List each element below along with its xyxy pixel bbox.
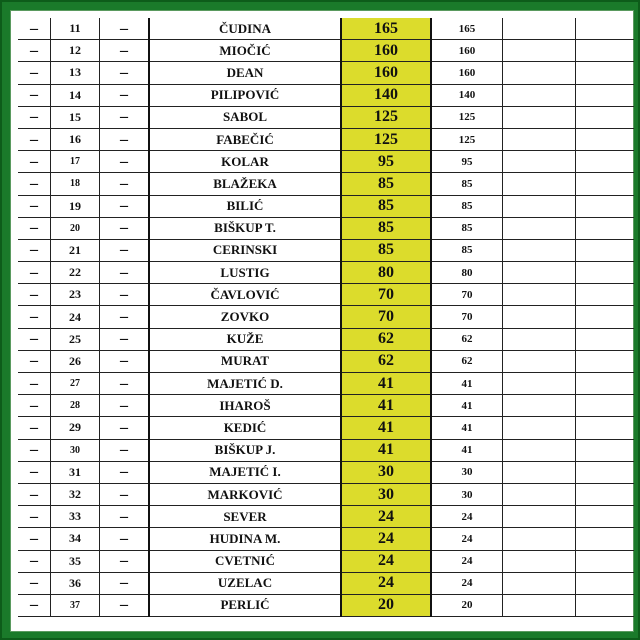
points-total-cell: 85	[431, 239, 503, 261]
row-dash-right: –	[100, 572, 150, 594]
table-row	[18, 262, 634, 284]
table-row	[18, 128, 634, 150]
rank-cell: 22	[51, 262, 100, 284]
empty-cell	[503, 572, 576, 594]
row-dash-left: –	[18, 284, 51, 306]
points-cell: 30	[341, 483, 431, 505]
row-dash-right: –	[100, 128, 150, 150]
row-dash-left: –	[18, 306, 51, 328]
empty-cell	[503, 395, 576, 417]
empty-cell	[576, 217, 635, 239]
empty-cell	[503, 528, 576, 550]
points-total-cell: 30	[431, 483, 503, 505]
points-total-cell: 41	[431, 417, 503, 439]
row-dash-right: –	[100, 483, 150, 505]
empty-cell	[576, 483, 635, 505]
empty-cell	[503, 62, 576, 84]
row-dash-left: –	[18, 217, 51, 239]
empty-cell	[503, 417, 576, 439]
player-name-cell: LUSTIG	[149, 262, 341, 284]
row-dash-right: –	[100, 461, 150, 483]
points-total-cell: 125	[431, 106, 503, 128]
table-row	[18, 173, 634, 195]
row-dash-right: –	[100, 62, 150, 84]
points-total-cell: 30	[431, 461, 503, 483]
empty-cell	[503, 306, 576, 328]
row-dash-left: –	[18, 62, 51, 84]
points-total-cell: 80	[431, 262, 503, 284]
row-dash-left: –	[18, 506, 51, 528]
row-dash-left: –	[18, 195, 51, 217]
empty-cell	[503, 483, 576, 505]
row-dash-right: –	[100, 373, 150, 395]
rank-cell: 17	[51, 151, 100, 173]
table-row	[18, 373, 634, 395]
empty-cell	[503, 40, 576, 62]
points-total-cell: 125	[431, 128, 503, 150]
table-row	[18, 417, 634, 439]
points-cell: 160	[341, 40, 431, 62]
row-dash-right: –	[100, 594, 150, 616]
player-name-cell: HUDINA M.	[149, 528, 341, 550]
empty-cell	[576, 106, 635, 128]
points-cell: 30	[341, 461, 431, 483]
points-total-cell: 85	[431, 173, 503, 195]
points-cell: 70	[341, 284, 431, 306]
table-row	[18, 328, 634, 350]
empty-cell	[503, 284, 576, 306]
rank-cell: 19	[51, 195, 100, 217]
table-row	[18, 461, 634, 483]
empty-cell	[503, 594, 576, 616]
empty-cell	[576, 395, 635, 417]
rank-cell: 34	[51, 528, 100, 550]
empty-cell	[576, 173, 635, 195]
rank-cell: 11	[51, 18, 100, 40]
row-dash-left: –	[18, 417, 51, 439]
table-row	[18, 239, 634, 261]
points-total-cell: 24	[431, 572, 503, 594]
player-name-cell: PILIPOVIĆ	[149, 84, 341, 106]
rank-cell: 25	[51, 328, 100, 350]
empty-cell	[576, 373, 635, 395]
row-dash-left: –	[18, 373, 51, 395]
table-row	[18, 40, 634, 62]
player-name-cell: ČAVLOVIĆ	[149, 284, 341, 306]
row-dash-right: –	[100, 40, 150, 62]
player-name-cell: MIOČIĆ	[149, 40, 341, 62]
empty-cell	[576, 128, 635, 150]
points-cell: 20	[341, 594, 431, 616]
row-dash-left: –	[18, 18, 51, 40]
points-cell: 41	[341, 439, 431, 461]
points-cell: 24	[341, 528, 431, 550]
player-name-cell: MAJETIĆ I.	[149, 461, 341, 483]
table-row	[18, 151, 634, 173]
empty-cell	[503, 151, 576, 173]
points-total-cell: 165	[431, 18, 503, 40]
rank-cell: 21	[51, 239, 100, 261]
empty-cell	[503, 195, 576, 217]
table-row	[18, 350, 634, 372]
rank-cell: 14	[51, 84, 100, 106]
player-name-cell: KEDIĆ	[149, 417, 341, 439]
rank-cell: 26	[51, 350, 100, 372]
points-total-cell: 160	[431, 62, 503, 84]
empty-cell	[503, 239, 576, 261]
table-row	[18, 550, 634, 572]
row-dash-right: –	[100, 417, 150, 439]
rank-cell: 31	[51, 461, 100, 483]
points-cell: 140	[341, 84, 431, 106]
empty-cell	[503, 106, 576, 128]
points-cell: 125	[341, 128, 431, 150]
points-cell: 24	[341, 506, 431, 528]
points-total-cell: 62	[431, 350, 503, 372]
row-dash-left: –	[18, 594, 51, 616]
rank-cell: 18	[51, 173, 100, 195]
row-dash-left: –	[18, 328, 51, 350]
empty-cell	[503, 506, 576, 528]
points-cell: 80	[341, 262, 431, 284]
empty-cell	[503, 328, 576, 350]
points-cell: 41	[341, 373, 431, 395]
standings-panel	[10, 10, 634, 632]
empty-cell	[576, 439, 635, 461]
row-dash-left: –	[18, 84, 51, 106]
points-cell: 160	[341, 62, 431, 84]
points-total-cell: 85	[431, 217, 503, 239]
player-name-cell: IHAROŠ	[149, 395, 341, 417]
table-row	[18, 195, 634, 217]
points-total-cell: 95	[431, 151, 503, 173]
empty-cell	[576, 461, 635, 483]
empty-cell	[576, 328, 635, 350]
points-cell: 41	[341, 395, 431, 417]
empty-cell	[576, 195, 635, 217]
table-row	[18, 84, 634, 106]
points-total-cell: 24	[431, 528, 503, 550]
empty-cell	[576, 306, 635, 328]
empty-cell	[503, 550, 576, 572]
row-dash-right: –	[100, 239, 150, 261]
row-dash-left: –	[18, 572, 51, 594]
table-row	[18, 395, 634, 417]
player-name-cell: BIŠKUP J.	[149, 439, 341, 461]
row-dash-right: –	[100, 506, 150, 528]
row-dash-right: –	[100, 550, 150, 572]
empty-cell	[576, 417, 635, 439]
table-row	[18, 594, 634, 616]
empty-cell	[503, 461, 576, 483]
rank-cell: 12	[51, 40, 100, 62]
row-dash-right: –	[100, 439, 150, 461]
rank-cell: 37	[51, 594, 100, 616]
points-cell: 85	[341, 217, 431, 239]
rank-cell: 20	[51, 217, 100, 239]
row-dash-right: –	[100, 262, 150, 284]
points-cell: 85	[341, 173, 431, 195]
empty-cell	[503, 439, 576, 461]
player-name-cell: SEVER	[149, 506, 341, 528]
row-dash-left: –	[18, 461, 51, 483]
empty-cell	[576, 284, 635, 306]
player-name-cell: FABEČIĆ	[149, 128, 341, 150]
player-name-cell: PERLIĆ	[149, 594, 341, 616]
empty-cell	[576, 40, 635, 62]
rank-cell: 28	[51, 395, 100, 417]
empty-cell	[576, 594, 635, 616]
empty-cell	[503, 217, 576, 239]
row-dash-left: –	[18, 550, 51, 572]
row-dash-left: –	[18, 106, 51, 128]
empty-cell	[576, 18, 635, 40]
points-total-cell: 140	[431, 84, 503, 106]
empty-cell	[576, 550, 635, 572]
points-cell: 62	[341, 350, 431, 372]
points-total-cell: 160	[431, 40, 503, 62]
row-dash-right: –	[100, 151, 150, 173]
empty-cell	[503, 350, 576, 372]
player-name-cell: CVETNIĆ	[149, 550, 341, 572]
standings-table	[18, 18, 634, 617]
points-total-cell: 41	[431, 395, 503, 417]
row-dash-left: –	[18, 173, 51, 195]
empty-cell	[503, 18, 576, 40]
empty-cell	[576, 239, 635, 261]
table-row	[18, 18, 634, 40]
rank-cell: 36	[51, 572, 100, 594]
player-name-cell: MAJETIĆ D.	[149, 373, 341, 395]
points-total-cell: 24	[431, 506, 503, 528]
points-total-cell: 85	[431, 195, 503, 217]
table-row	[18, 506, 634, 528]
row-dash-left: –	[18, 239, 51, 261]
table-row	[18, 284, 634, 306]
player-name-cell: BILIĆ	[149, 195, 341, 217]
player-name-cell: DEAN	[149, 62, 341, 84]
row-dash-left: –	[18, 395, 51, 417]
row-dash-right: –	[100, 350, 150, 372]
table-row	[18, 217, 634, 239]
table-row	[18, 106, 634, 128]
player-name-cell: KOLAR	[149, 151, 341, 173]
row-dash-left: –	[18, 262, 51, 284]
points-cell: 24	[341, 572, 431, 594]
points-cell: 85	[341, 239, 431, 261]
player-name-cell: KUŽE	[149, 328, 341, 350]
table-row	[18, 483, 634, 505]
row-dash-left: –	[18, 151, 51, 173]
empty-cell	[576, 262, 635, 284]
empty-cell	[503, 262, 576, 284]
row-dash-right: –	[100, 328, 150, 350]
points-total-cell: 41	[431, 373, 503, 395]
empty-cell	[576, 350, 635, 372]
rank-cell: 35	[51, 550, 100, 572]
empty-cell	[503, 373, 576, 395]
points-cell: 85	[341, 195, 431, 217]
rank-cell: 27	[51, 373, 100, 395]
rank-cell: 32	[51, 483, 100, 505]
player-name-cell: MARKOVIĆ	[149, 483, 341, 505]
table-row	[18, 572, 634, 594]
row-dash-right: –	[100, 173, 150, 195]
row-dash-right: –	[100, 217, 150, 239]
points-cell: 41	[341, 417, 431, 439]
player-name-cell: MURAT	[149, 350, 341, 372]
player-name-cell: ČUDINA	[149, 18, 341, 40]
player-name-cell: CERINSKI	[149, 239, 341, 261]
points-cell: 95	[341, 151, 431, 173]
row-dash-left: –	[18, 439, 51, 461]
rank-cell: 29	[51, 417, 100, 439]
row-dash-right: –	[100, 528, 150, 550]
rank-cell: 13	[51, 62, 100, 84]
player-name-cell: BIŠKUP T.	[149, 217, 341, 239]
standings-rows	[18, 18, 634, 617]
empty-cell	[576, 62, 635, 84]
empty-cell	[503, 84, 576, 106]
row-dash-right: –	[100, 106, 150, 128]
rank-cell: 24	[51, 306, 100, 328]
empty-cell	[576, 84, 635, 106]
points-total-cell: 70	[431, 284, 503, 306]
empty-cell	[576, 151, 635, 173]
player-name-cell: BLAŽEKA	[149, 173, 341, 195]
table-row	[18, 306, 634, 328]
points-cell: 24	[341, 550, 431, 572]
empty-cell	[503, 128, 576, 150]
row-dash-left: –	[18, 528, 51, 550]
points-cell: 125	[341, 106, 431, 128]
empty-cell	[576, 572, 635, 594]
row-dash-right: –	[100, 84, 150, 106]
empty-cell	[503, 173, 576, 195]
empty-cell	[576, 528, 635, 550]
points-cell: 70	[341, 306, 431, 328]
player-name-cell: ZOVKO	[149, 306, 341, 328]
row-dash-right: –	[100, 18, 150, 40]
table-row	[18, 62, 634, 84]
table-row	[18, 439, 634, 461]
row-dash-left: –	[18, 350, 51, 372]
empty-cell	[576, 506, 635, 528]
row-dash-left: –	[18, 128, 51, 150]
rank-cell: 33	[51, 506, 100, 528]
player-name-cell: SABOL	[149, 106, 341, 128]
row-dash-right: –	[100, 195, 150, 217]
row-dash-left: –	[18, 483, 51, 505]
rank-cell: 30	[51, 439, 100, 461]
points-total-cell: 41	[431, 439, 503, 461]
points-total-cell: 24	[431, 550, 503, 572]
row-dash-right: –	[100, 306, 150, 328]
row-dash-right: –	[100, 284, 150, 306]
rank-cell: 15	[51, 106, 100, 128]
points-total-cell: 70	[431, 306, 503, 328]
rank-cell: 23	[51, 284, 100, 306]
table-row	[18, 528, 634, 550]
row-dash-right: –	[100, 395, 150, 417]
points-cell: 62	[341, 328, 431, 350]
points-total-cell: 62	[431, 328, 503, 350]
player-name-cell: UZELAC	[149, 572, 341, 594]
row-dash-left: –	[18, 40, 51, 62]
points-cell: 165	[341, 18, 431, 40]
rank-cell: 16	[51, 128, 100, 150]
points-total-cell: 20	[431, 594, 503, 616]
